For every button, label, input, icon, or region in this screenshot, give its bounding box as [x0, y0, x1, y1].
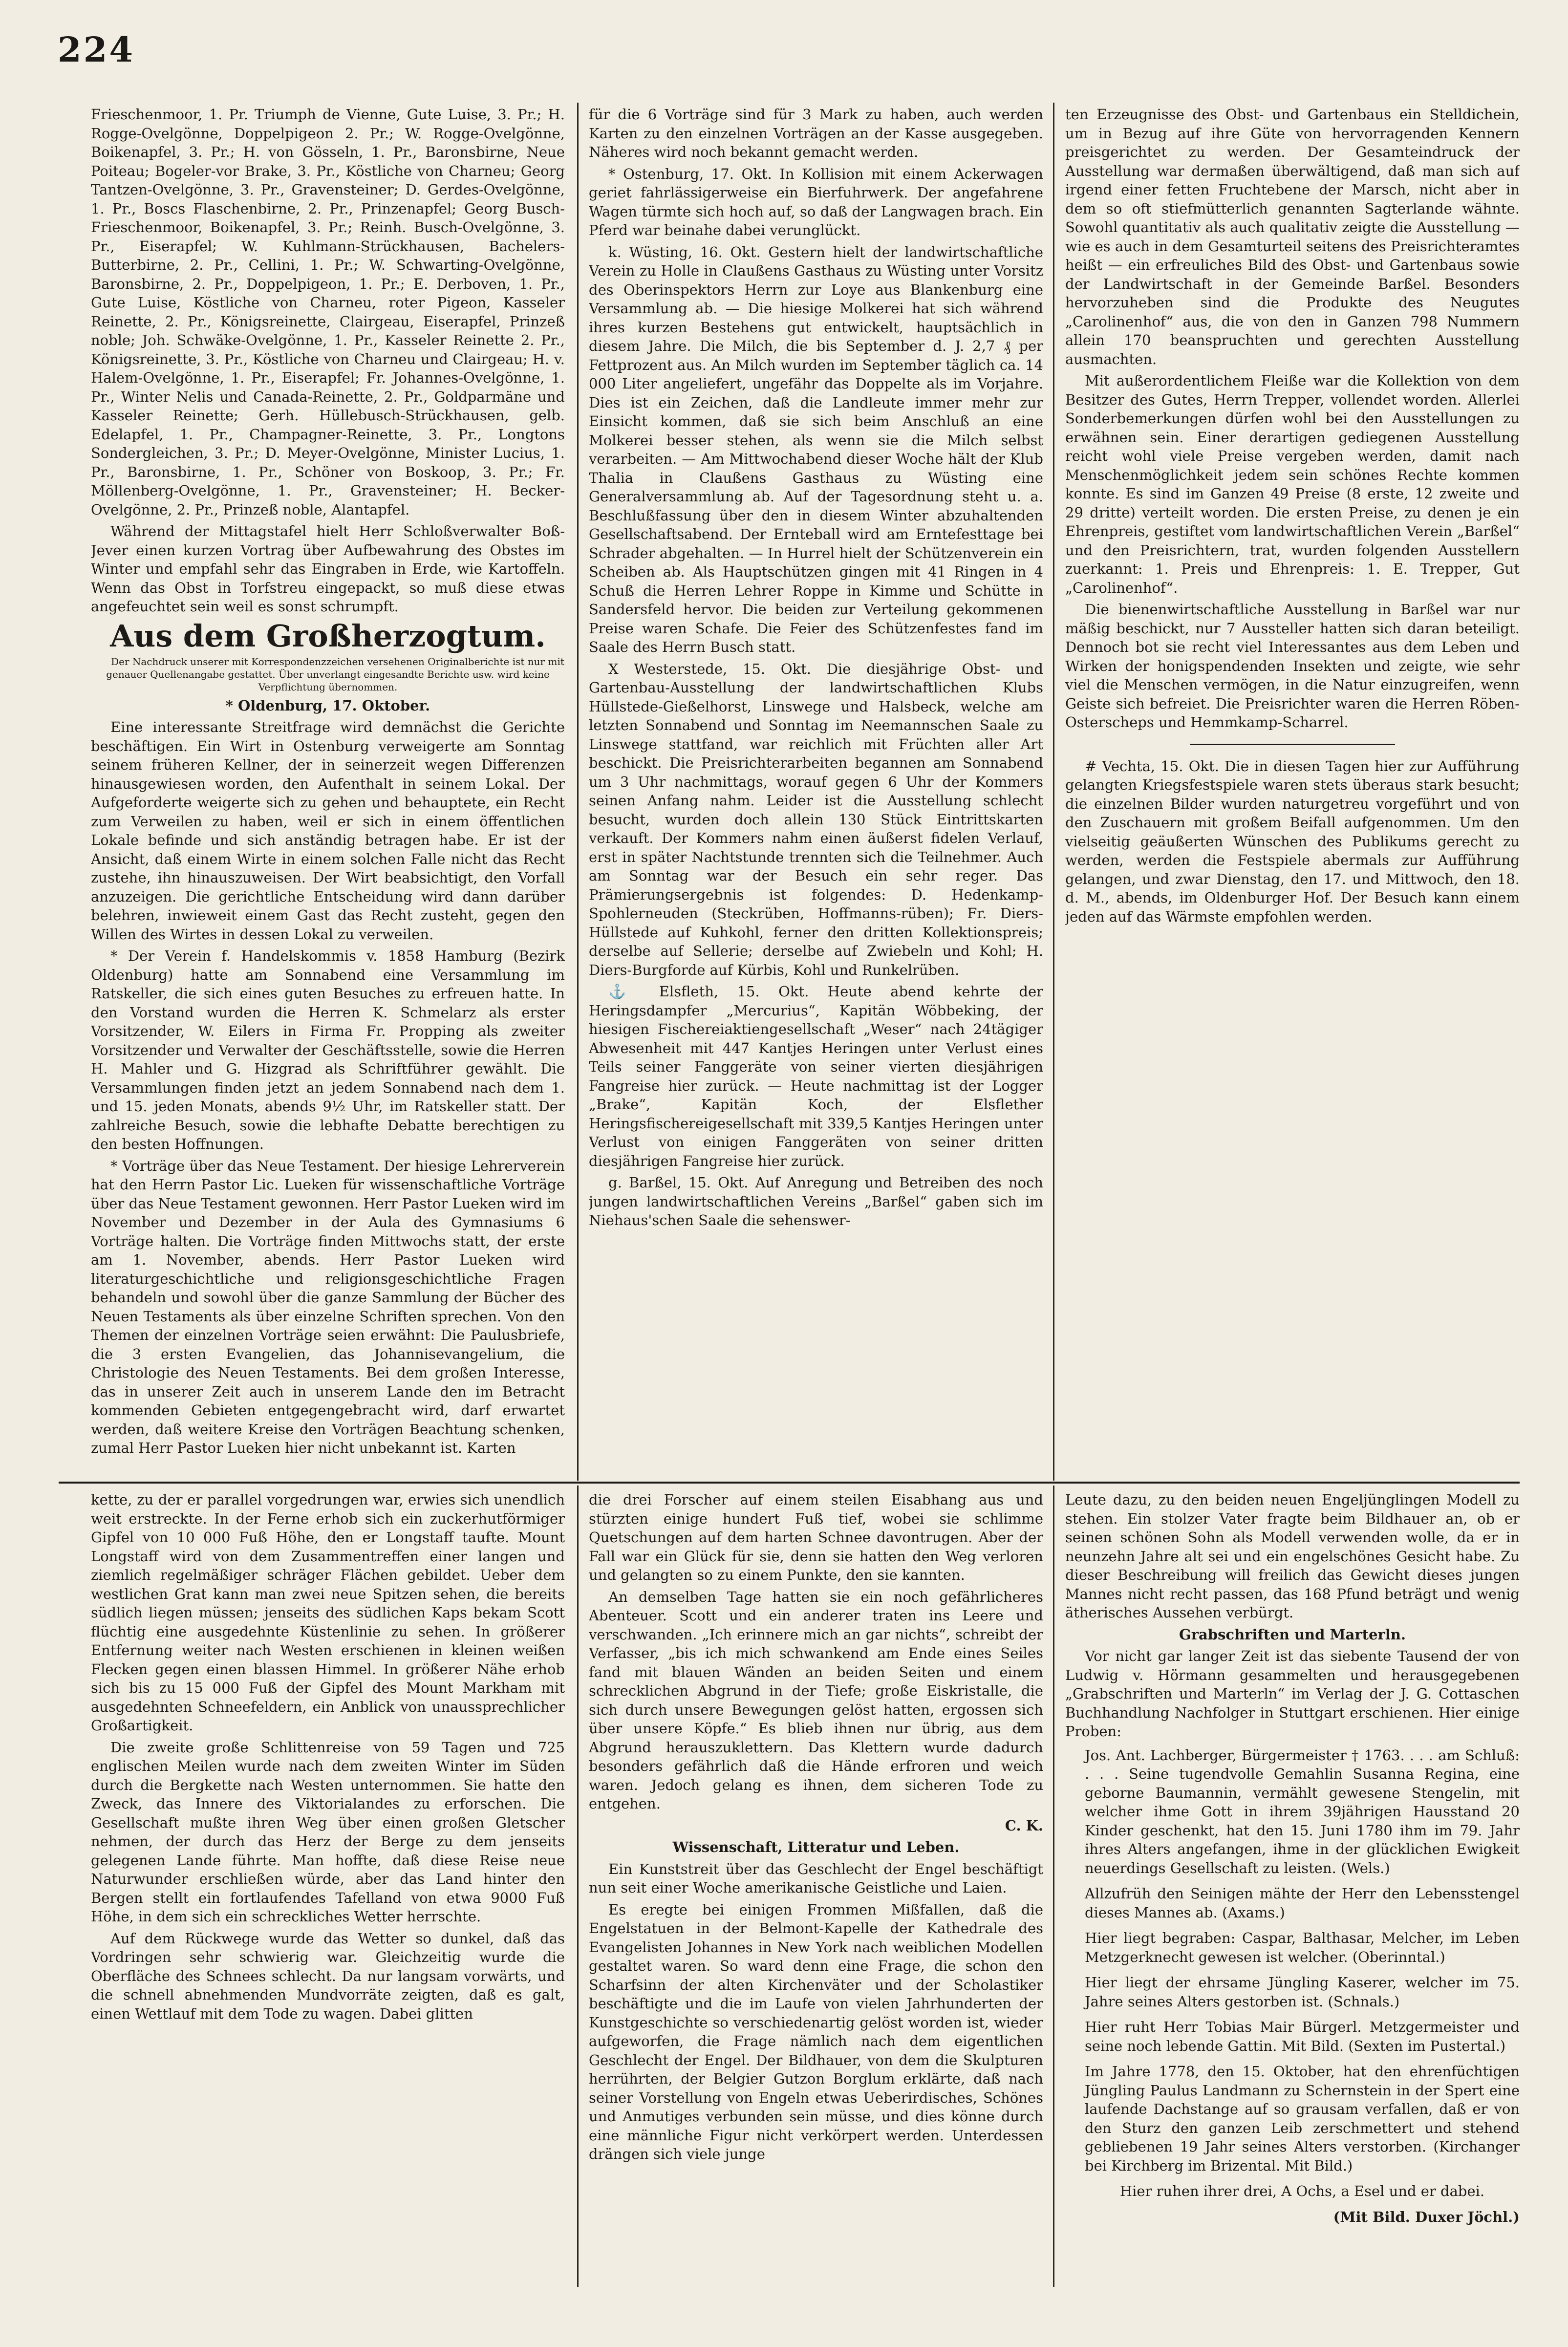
column-2 — [589, 105, 1043, 1473]
dateline: * Oldenburg, 17. Oktober. — [225, 697, 430, 714]
article-vortraege: * Vorträge über das Neue Testament. Der hiesige Lehrerverein hat den Herrn Pastor Lic. Lueken für wissenschaftliche Vorträge über das Neue Testament gewonnen. Herr Pastor Lueken wird im November und Dezember in der Aula des Gymnasiums 6 Vorträge halten. Die Vorträge finden Mittwochs statt, der erste am 1. November, abends. Herr Pastor Lueken wird literaturgeschichtliche und religionsgeschichtliche Fragen behandeln und sowohl über die ganze Sammlung der Bücher des Neuen Testaments als über einzelne Schriften sprechen. Von den Themen der einzelnen Vorträge seien erwähnt: Die Paulusbriefe, die 3 ersten Evangelien, das Johannisevangelium, die Christologie des Neuen Testaments. Bei dem großen Interesse, das in unserer Zeit auch in unserem Lande den im Betracht kommenden Gebieten entgegengebracht wird, darf erwartet werden, daß weitere Kreise den Vorträgen Beachtung schenken, zumal Herr Pastor Lueken hier nicht unbekannt ist. Karten — [91, 1157, 565, 1456]
article-barssel-cont: ten Erzeugnisse des Obst- und Gartenbaus ein Stelldichein, um in Bezug auf ihre Güte von hervorragenden Kennern preisgerichtet zu werden. Der Gesamteindruck der Ausstellung war dermaßen überwältigend, daß man sich auf irgend einer fetten Fruchtebene der Marsch, nicht aber in dem so oft stiefmütterlich genannten Sagterlande wähnte. Sowohl quantitativ als auch qualitativ zeigte die Ausstellung — wie es auch in dem Gesamturteil seitens des Preisrichteramtes heißt — ein erfreuliches Bild des Obst- und Gartenbaus sowie der Landwirtschaft in der Gemeinde Barßel. Besonders hervorzuheben sind die Produkte des Neugutes „Carolinenhof“ aus, die von den in Ganzen 798 Nummern allein 170 beanspruchten und gerechten Ausstellung ausmachten. — [1065, 106, 1520, 367]
column-rule — [577, 103, 579, 1481]
column-rule — [1053, 1486, 1054, 2287]
column-rule — [577, 1486, 579, 2287]
column-4 — [91, 1490, 565, 2292]
author-signature: C. K. — [1005, 1817, 1043, 1834]
epitaph: Allzufrüh den Seinigen mähte der Herr den Lebensstengel dieses Mannes ab. (Axams.) — [1085, 1885, 1520, 1921]
epitaph: Hier liegt begraben: Caspar, Balthasar, Melcher, im Leben Metzgerknecht gewesen ist welcher. (Oberinntal.) — [1085, 1930, 1520, 1965]
article-antarctic: kette, zu der er parallel vorgedrungen war, erwies sich unendlich weit erstreckte. In der Ferne erhob sich ein zuckerhutförmiger Gipfel von 10 000 Fuß Höhe, den er Longstaff taufte. Mount Longstaff wird von dem Zusammentreffen einer langen und ziemlich regelmäßiger schräger Flächen gebildet. Ueber dem westlichen Grat kann man zwei neue Spitzen sehen, die bereits südlich liegen müssen; jenseits des südlichen Kaps bekam Scott flüchtig eine ausgedehnte Küstenlinie zu sehen. In größerer Entfernung weiter nach Westen erschienen in kleinen weißen Flecken gegen einen blassen Himmel. In größerer Nähe erhob sich bis zu 15 000 Fuß der Gipfel des Mount Markham mit ausgedehnten Schneefeldern, ein Anblick von unaussprechlicher Großartigkeit. — [91, 1491, 565, 1734]
article-vechta: # Vechta, 15. Okt. Die in diesen Tagen hier zur Aufführung gelangten Kriegsfestspiele waren stets überaus stark besucht; die einzelnen Bilder wurden naturgetreu vorgeführt und von den Zuschauern mit großem Beifall aufgenommen. Um den vielseitig geäußerten Wünschen des Publikums gerecht zu werden, werden die Festspiele abermals zur Aufführung gelangen, und zwar Dienstag, den 17. und Mittwoch, den 18. d. M., abends, im Oldenburger Hof. Der Besuch kann einem jeden auf das Wärmste empfohlen werden. — [1065, 757, 1520, 925]
article-antarctic-2: Die zweite große Schlittenreise von 59 Tagen und 725 englischen Meilen wurde nach dem zweiten Winter im Süden durch die Bergkette nach Westen unternommen. Sie hatte den Zweck, das Innere des Viktorialandes zu erforschen. Die Gesellschaft mußte ihren Weg über einen großen Gletscher nehmen, der durch das Herz der Berge zu dem jenseits gelegenen Lande führte. Man hoffte, daß diese Reise neue Naturwunder erschließen würde, aber das Land hinter den Bergen stellt ein fortlaufendes Tafelland von etwa 9000 Fuß Höhe, in dem sich ein schreckliches Wetter herrschte. — [91, 1739, 565, 1925]
article-verein: * Der Verein f. Handelskommis v. 1858 Hamburg (Bezirk Oldenburg) hatte am Sonnabend eine Versammlung im Ratskeller, die sich eines guten Besuches zu erfreuen hatte. In den Vorstand wurden die Herren K. Schmelarz als erster Vorsitzender, W. Eilers in Firma Fr. Propping als zweiter Vorsitzender und Verwalter der Geschäftsstelle, sowie die Herren H. Mahler und G. Hizgrad als Schriftführer gewählt. Die Versammlungen finden jetzt an jedem Sonnabend nach dem 1. und 15. jeden Monats, abends 9½ Uhr, im Ratskeller statt. Der zahlreiche Besuch, sowie die lebhafte Debatte berechtigen zu den besten Hoffnungen. — [91, 947, 565, 1152]
article-westerstede: X Westerstede, 15. Okt. Die diesjährige Obst- und Gartenbau-Ausstellung der landwirtschaftlichen Klubs Hüllstede-Gießelhorst, Linswege und Halsbeck, welche am letzten Sonnabend und Sonntag im Neemannschen Saale zu Linswege stattfand, war reichlich mit Früchten aller Art beschickt. Die Preisrichterarbeiten begannen am Sonnabend um 3 Uhr nachmittags, worauf gegen 6 Uhr der Kommers seinen Anfang nahm. Leider ist die Ausstellung schlecht besucht, wurden doch allein 130 Stück Eintrittskarten verkauft. Der Kommers nahm einen äußerst fidelen Verlauf, erst in später Nachtstunde trennten sich die Teilnehmer. Auch am Sonntag war der Besuch ein sehr reger. Das Prämierungsergebnis ist folgendes: D. Hedenkamp-Spohlerneuden (Steckrüben, Hoffmanns-rüben); Fr. Diers-Hüllstede auf Kuhkohl, ferner den dritten Kollektionspreis; derselbe auf Sellerie; derselbe auf Zwiebeln und Kohl; H. Diers-Burgforde auf Kürbis, Kohl und Runkelrüben. — [589, 660, 1043, 978]
divider — [1190, 744, 1395, 745]
epitaph: Im Jahre 1778, den 15. Oktober, hat den ehrenfüchtigen Jüngling Paulus Landmann zu Schernstein in der Spert eine laufende Dachstange auf so grausam verfallen, daß er von den Sturz den ganzen Leib zerschmettert und stehend gebliebenen 19 Jahr seines Alters verstorben. (Kirchanger bei Kirchberg im Brizental. Mit Bild.) — [1085, 2063, 1520, 2174]
article-continued: für die 6 Vorträge sind für 3 Mark zu haben, auch werden Karten zu den einzelnen Vorträgen an der Kasse ausgegeben. Näheres wird noch bekannt gemacht werden. — [589, 106, 1043, 160]
epitaph: Hier ruht Herr Tobias Mair Bürgerl. Metzgermeister und seine noch lebende Gattin. Mit Bild. (Sexten im Pustertal.) — [1085, 2019, 1520, 2054]
article-prizes: Mit außerordentlichem Fleiße war die Kollektion von dem Besitzer des Gutes, Herrn Trepper, vollendet worden. Allerlei Sonderbemerkungen dürfen wohl bei den Ausstellungen zu erwähnen sein. Einer derartigen gediegenen Ausstellung reicht wohl viele Preise vergeben werden, damit nach Menschenmöglichkeit jedem sein schönes Rechte kommen konnte. Es sind im Ganzen 49 Preise (8 erste, 12 zweite und 29 dritte) verteilt worden. Die ersten Preise, zu denen je ein Ehrenpreis, gestiftet vom landwirtschaftlichen Verein „Barßel“ und den Preisrichtern, trat, wurden folgenden Ausstellern zuerkannt: 1. Preis und Ehrenpreis: 1. E. Trepper, Gut „Carolinenhof“. — [1065, 372, 1520, 596]
prize-list: Frieschenmoor, 1. Pr. Triumph de Vienne, Gute Luise, 3. Pr.; H. Rogge-Ovelgönne, Doppelpigeon 2. Pr.; W. Rogge-Ovelgönne, Boikenapfel, 3. Pr.; H. von Gösseln, 1. Pr., Baronsbirne, Neue Poiteau; Bogeler-vor Brake, 3. Pr., Köstliche von Charneu; Georg Tantzen-Ovelgönne, 3. Pr., Gravensteiner; D. Gerdes-Ovelgönne, 1. Pr., Boscs Flaschenbirne, 2. Pr., Prinzenapfel; Georg Busch-Frieschenmoor, Boikenapfel, 3. Pr.; Reinh. Busch-Ovelgönne, 3. Pr., Eiserapfel; W. Kuhlmann-Strückhausen, Bachelers-Butterbirne, 2. Pr., Cellini, 1. Pr.; W. Schwarting-Ovelgönne, Baronsbirne, 2. Pr., Doppelpigeon, 1. Pr.; E. Derboven, 1. Pr., Gute Luise, Köstliche von Charneu, roter Pigeon, Kasseler Reinette, 2. Pr., Königsreinette, Clairgeau, Eiserapfel, Prinzeß noble; Joh. Schwäke-Ovelgönne, 1. Pr., Kasseler Reinette 2. Pr., Königsreinette, 3. Pr., Köstliche von Charneu und Clairgeau; H. v. Halem-Ovelgönne, 1. Pr., Eiserapfel; Fr. Johannes-Ovelgönne, 1. Pr., Winter Nelis und Canada-Reinette, 2. Pr., Goldparmäne und Kasseler Reinette; Gerh. Hüllebusch-Strückhausen, gelb. Edelapfel, 1. Pr., Champagner-Reinette, 3. Pr., Longtons Sondergleichen, 3. Pr.; D. Meyer-Ovelgönne, Minister Lucius, 1. Pr., Baronsbirne, 1. Pr., Schöner von Boskoop, 3. Pr.; Fr. Möllenberg-Ovelgönne, 1. Pr., Gravensteiner; H. Becker-Ovelgönne, 2. Pr., Prinzeß noble, Alantapfel. — [91, 106, 565, 518]
section-subheading: Grabschriften und Marterln. — [1179, 1626, 1406, 1643]
article-elsfleth: ⚓ Elsfleth, 15. Okt. Heute abend kehrte der Heringsdampfer „Mercurius“, Kapitän Wöbbeking, der hiesigen Fischereiaktiengesellschaft „Weser“ nach 24tägiger Abwesenheit mit 447 Kantjes Heringen unter Verlust eines Teils seiner Fanggeräte von seiner vierten diesjährigen Fangreise hier zurück. — Heute nachmittag ist der Logger „Brake“, Kapitän Koch, der Elsflether Heringsfischereigesellschaft mit 339,5 Kantjes Heringen unter Verlust von einigen Fanggeräten von seiner dritten diesjährigen Fangreise hier zurück. — [589, 983, 1043, 1169]
article-angels-cont: Leute dazu, zu den beiden neuen Engeljünglingen Modell zu stehen. Ein stolzer Vater fragte beim Bildhauer an, ob er seinen schönen Sohn als Modell verwenden wolle, da er in neunzehn Jahre alt sei und ein engelschönes Gesicht habe. Zu dieser Beschreibung will freilich das Gewicht dieses jungen Mannes nicht recht passen, das 168 Pfund beträgt und wenig ätherisches Aussehen verbürgt. — [1065, 1491, 1520, 1621]
column-3 — [1065, 105, 1520, 1473]
article-storage: Während der Mittagstafel hielt Herr Schloßverwalter Boß-Jever einen kurzen Vortrag über Aufbewahrung des Obstes im Winter und empfahl sehr das Eingraben in Erde, wie Kartoffeln. Wenn das Obst in Torfstreu eingepackt, so muß diese etwas angefeuchtet sein weil es sonst schrumpft. — [91, 523, 565, 615]
column-6 — [1065, 1490, 1520, 2292]
epitaph: Hier liegt der ehrsame Jüngling Kaserer, welcher im 75. Jahre seines Alters gestorben ist. (Schnals.) — [1085, 1974, 1520, 2010]
article-streitfrage: Eine interessante Streitfrage wird demnächst die Gerichte beschäftigen. Ein Wirt in Ostenburg verweigerte am Sonntag seinem früheren Kellner, der in seinerzeit wegen Differenzen hinausgewiesen worden, den Aufenthalt in seinem Lokal. Der Aufgeforderte weigerte sich zu gehen und behauptete, ein Recht zum Verweilen zu haben, weil er sich in einem öffentlichen Lokale befinde und sich anständig betragen habe. Er ist der Ansicht, daß einem Wirte in einem solchen Falle nicht das Recht zustehe, ihn hinauszuweisen. Der Wirt beabsichtigt, den Vorfall anzuzeigen. Die gerichtliche Entscheidung wird dann darüber belehren, inwieweit einem Gast das Recht zusteht, gegen den Willen des Wirtes in dessen Lokal zu verweilen. — [91, 719, 565, 943]
article-antarctic-3: Auf dem Rückwege wurde das Wetter so dunkel, daß das Vordringen sehr schwierig war. Gleichzeitig wurde die Oberfläche des Schnees schlecht. Da nur langsam vorwärts, und die schnell abnehmenden Mundvorräte zeigten, daß es galt, einen Wettlauf mit dem Tode zu wagen. Dabei glitten — [91, 1930, 565, 2022]
article-epitaphs: Vor nicht gar langer Zeit ist das siebente Tausend der von Ludwig v. Hörmann gesammelten und herausgegebenen „Grabschriften und Marterln“ im Verlag der J. G. Cottaschen Buchhandlung Nachfolger in Stuttgart erschienen. Hier einige Proben: — [1065, 1648, 1520, 1740]
column-rule — [1053, 103, 1054, 1481]
article-abyss: An demselben Tage hatten sie ein noch gefährlicheres Abenteuer. Scott und ein anderer traten ins Leere und verschwanden. „Ich erinnere mich an gar nichts“, schreibt der Verfasser, „bis ich mich schwankend am Ende eines Seiles fand mit blauen Wänden an beiden Seiten und einem schrecklichen Abgrund in der Tiefe; große Eiskristalle, die sich durch unsere Bewegungen gelöst hatten, ergossen sich über unsere Köpfe.“ Es blieb ihnen nur übrig, aus dem Abgrund herauszuklettern. Das Klettern wurde dadurch besonders gefährlich daß die Hände erfroren und weich waren. Jedoch gelang es ihnen, dem sicheren Tode zu entgehen. — [589, 1588, 1043, 1812]
column-5 — [589, 1490, 1043, 2292]
article-wuesting: k. Wüsting, 16. Okt. Gestern hielt der landwirtschaftliche Verein zu Holle in Claußens Gasthaus zu Wüsting unter Vorsitz des Oberinspektors Herrn zur Loye aus Blankenburg eine Versammlung ab. — Die hiesige Molkerei hat sich während ihres kurzen Bestehens gut entwickelt, hauptsächlich in diesem Jahre. Die Milch, die bis September d. J. 2,7 ₰ per Fettprozent aus. An Milch wurden im September täglich ca. 14 000 Liter angeliefert, ungefähr das Doppelte als im Vorjahre. Dies ist ein Zeichen, daß die Landleute immer mehr zur Einsicht kommen, daß sie sich beim Anschluß an eine Molkerei besser stehen, als wenn sie die Milch selbst verarbeiten. — Am Mittwochabend dieser Woche hält der Klub Thalia in Claußens Gasthaus zu Wüsting eine Generalversammlung ab. Auf der Tagesordnung steht u. a. Beschlußfassung über den in diesem Winter abzuhaltenden Gesellschaftsabend. Der Ernteball wird am Erntefesttage bei Schrader abgehalten. — In Hurrel hielt der Schützenverein ein Scheiben ab. Als Hauptschützen gingen mit 41 Ringen in 4 Schuß die Herren Lehrer Roppe in Kimme und Schütte in Sandersfeld hervor. Die beiden zur Verteilung gekommenen Preise waren Schafe. Die Feier des Schützenfestes fand im Saale des Herrn Busch statt. — [589, 243, 1043, 655]
article-antarctic-cont: die drei Forscher auf einem steilen Eisabhang aus und stürzten einige hundert Fuß tief, wobei sie schlimme Quetschungen auf dem harten Schnee davontrugen. Aber der Fall war ein Glück für sie, denn sie hatten den Weg verloren und gelangten so zu einem Punkte, den sie kannten. — [589, 1491, 1043, 1583]
column-1 — [91, 105, 565, 1473]
article-angels: Es eregte bei einigen Frommen Mißfallen, daß die Engelstatuen in der Belmont-Kapelle der Kathedrale des Evangelisten Johannes in New York nach weiblichen Modellen gestaltet waren. So ward denn eine Frage, die schon den Scharfsinn der alten Kirchenväter und der Scholastiker beschäftigte und die im Laufe von vielen Jahrhunderten der Kunstgeschichte so verschiedenartig gelöst worden ist, wieder aufgeworfen, die Frage nämlich nach dem eigentlichen Geschlecht der Engel. Der Bildhauer, von dem die Skulpturen herrührten, der Belgier Gutzon Borglum erklärte, daß nach seiner Vorstellung von Engeln etwas Ueberirdisches, Schönes und Anmutiges verbunden sein müsse, und dies könne durch eine männliche Figur nicht verkörpert werden. Unterdessen drängen sich viele junge — [589, 1901, 1043, 2162]
article-angels-lead: Ein Kunststreit über das Geschlecht der Engel beschäftigt nun seit einer Woche amerikanische Geistliche und Laien. — [589, 1860, 1043, 1896]
horizontal-rule — [59, 1482, 1520, 1484]
section-heading: Aus dem Großherzogtum. — [110, 618, 546, 654]
article-bees: Die bienenwirtschaftliche Ausstellung in Barßel war nur mäßig beschickt, nur 7 Aussteller hatten sich daran beteiligt. Dennoch bot sie recht viel Interessantes aus dem Leben und Wirken der honigspendenden Insekten und zeigte, wie sehr viel die Menschen vermögen, in die Natur einzugreifen, wenn Geiste sich befreiet. Die Preisrichter waren die Herren Röben-Osterscheps und Hemmkamp-Scharrel. — [1065, 601, 1520, 731]
article-barssel: g. Barßel, 15. Okt. Auf Anregung und Betreiben des noch jungen landwirtschaftlichen Vereins „Barßel“ gaben sich im Niehaus'schen Saale die sehenswer- — [589, 1174, 1043, 1228]
section-note: Der Nachdruck unserer mit Korrespondenzzeichen versehenen Originalberichte ist nur mit genauer Quellenangabe gestattet. Über unverlangt eingesandte Berichte usw. wird keine Verpflichtung übernommen. — [106, 655, 564, 693]
epitaph: Jos. Ant. Lachberger, Bürgermeister † 1763. . . . am Schluß: . . . Seine tugendvolle Gemahlin Susanna Regina, eine geborne Baumannin, vermählt gewesene Stengelin, mit welcher ihme Gott in ihrem 39jährigen Hausstand 20 Kinder geschenkt, hat den 15. Juni 1780 ihm im 79. Jahr ihres Alters angefangen, ihme in der glücklichen Ewigkeit neuerdings Gesellschaft zu leisten. (Wels.) — [1085, 1746, 1520, 1876]
epitaph: Hier ruhen ihrer drei, A Ochs, a Esel und er dabei. — [1119, 2183, 1485, 2199]
page-number: 224 — [58, 29, 135, 70]
epitaph-source: (Mit Bild. Duxer Jöchl.) — [1333, 2208, 1520, 2225]
article-ostenburg: * Ostenburg, 17. Okt. In Kollision mit einem Ackerwagen geriet fahrlässigerweise ein Bierfuhrwerk. Der angefahrene Wagen türmte sich hoch auf, so daß der Langwagen brach. Ein Pferd war beinahe dabei verunglückt. — [589, 165, 1043, 238]
section-subheading: Wissenschaft, Litteratur und Leben. — [672, 1839, 960, 1855]
